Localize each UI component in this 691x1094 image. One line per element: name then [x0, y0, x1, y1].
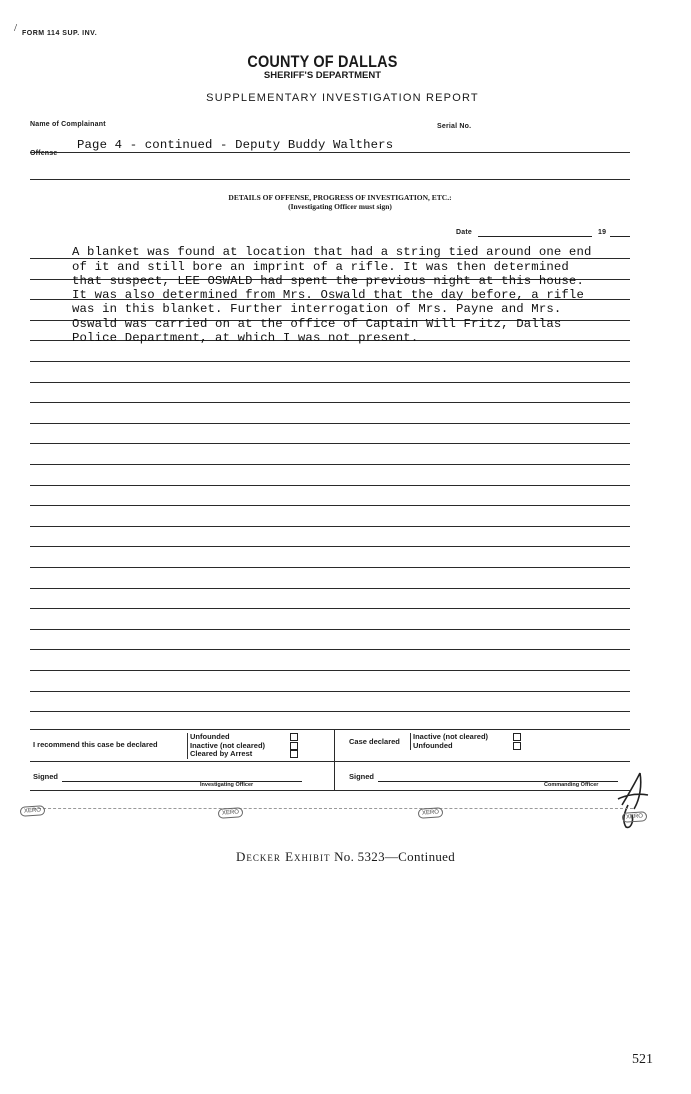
investigating-officer-label: Investigating Officer — [200, 782, 254, 788]
ruled-line — [30, 464, 630, 465]
ruled-line — [30, 485, 630, 486]
ruled-line — [30, 546, 630, 547]
ruled-line — [30, 691, 630, 692]
ruled-line — [30, 670, 630, 671]
brace — [187, 733, 188, 759]
details-heading-text: DETAILS OF OFFENSE, PROGRESS OF INVESTIGATION, ETC.: — [228, 193, 452, 202]
xerox-stamp: XERO — [622, 811, 648, 823]
complainant-label: Name of Complainant — [30, 121, 106, 128]
offense-value: Page 4 - continued - Deputy Buddy Walthers — [77, 138, 394, 152]
ruled-line — [30, 505, 630, 506]
commanding-officer-label: Commanding Officer — [544, 782, 599, 788]
handwritten-signature — [604, 765, 652, 835]
option-label: Unfounded — [190, 732, 230, 741]
body-line: Oswald was carried on at the office of Captain Will Fritz, Dallas — [72, 317, 562, 331]
option-label: Inactive (not cleared) — [413, 732, 489, 741]
ruled-line — [30, 711, 630, 712]
ruled-line — [30, 443, 630, 444]
xerox-stamp: XERO — [218, 807, 244, 819]
ruled-line — [30, 402, 630, 403]
option-label: Inactive (not cleared) — [190, 740, 266, 750]
year-blank — [610, 236, 630, 237]
ruled-line — [30, 588, 630, 589]
brace — [410, 733, 411, 750]
ruled-line — [30, 567, 630, 568]
body-line: It was also determined from Mrs. Oswald that the day before, a rifle — [72, 288, 584, 302]
checkbox-cleared[interactable] — [290, 750, 298, 758]
recommend-options — [190, 733, 265, 759]
offense-label: Offense — [30, 150, 58, 157]
offense-rule — [30, 152, 630, 153]
rule — [30, 761, 630, 762]
signed-label: Signed — [349, 772, 375, 781]
body-line: was in this blanket. Further interrogation of Mrs. Payne and Mrs. — [72, 302, 562, 316]
serial-label: Serial No. — [437, 123, 472, 130]
ruled-line — [30, 608, 630, 609]
option-label: Unfounded — [413, 740, 453, 750]
footer-top-rule — [30, 729, 630, 730]
photocopy-artifact — [33, 808, 633, 809]
report-title: SUPPLEMENTARY INVESTIGATION REPORT — [206, 92, 479, 104]
county-title: COUNTY OF DALLAS — [247, 52, 398, 71]
body-line: A blanket was found at location that had a string tied around one end — [72, 245, 592, 259]
rule — [30, 179, 630, 180]
body-line: Police Department, at which I was not present. — [72, 331, 419, 345]
ruled-line — [30, 382, 630, 383]
date-label: Date — [456, 229, 472, 236]
signed-label: Signed — [33, 772, 59, 781]
form-number: FORM 114 SUP. INV. — [22, 30, 98, 37]
footer-bottom-rule — [30, 790, 630, 791]
case-options — [413, 733, 488, 750]
option-label: Cleared by Arrest — [190, 749, 253, 758]
ruled-line — [30, 629, 630, 630]
date-blank — [478, 236, 592, 237]
exhibit-number: No. 5323—Continued — [334, 849, 456, 864]
department-title: SHERIFF'S DEPARTMENT — [263, 70, 382, 81]
case-declared-label: Case declared — [349, 737, 400, 746]
recommend-option — [190, 750, 265, 759]
checkbox-unfounded[interactable] — [290, 733, 298, 741]
recommend-label: I recommend this case be declared — [33, 740, 158, 749]
xerox-stamp: XERO — [418, 807, 444, 819]
checkbox-case-inactive[interactable] — [513, 733, 521, 741]
ruled-line — [30, 361, 630, 362]
details-subheading-text: (Investigating Officer must sign) — [288, 202, 392, 211]
xerox-stamp: XERO — [20, 805, 46, 817]
exhibit-prefix: Decker Exhibit — [235, 849, 331, 864]
signature-line — [62, 781, 302, 782]
body-line: that suspect, LEE OSWALD had spent the previous night at this house. — [72, 274, 584, 288]
recommend-checkboxes — [290, 733, 298, 759]
year-label: 19 — [598, 229, 607, 236]
exhibit-caption — [0, 849, 691, 865]
page-number: 521 — [632, 1052, 653, 1067]
checkbox-case-unfounded[interactable] — [513, 742, 521, 750]
ruled-line — [30, 649, 630, 650]
checkbox-inactive[interactable] — [290, 742, 298, 750]
pen-mark: / — [14, 22, 18, 34]
body-line: of it and still bore an imprint of a rifle. It was then determined — [72, 260, 569, 274]
ruled-line — [30, 526, 630, 527]
details-heading — [140, 193, 540, 211]
ruled-line — [30, 423, 630, 424]
case-checkboxes — [513, 733, 521, 750]
footer-divider — [334, 730, 335, 790]
